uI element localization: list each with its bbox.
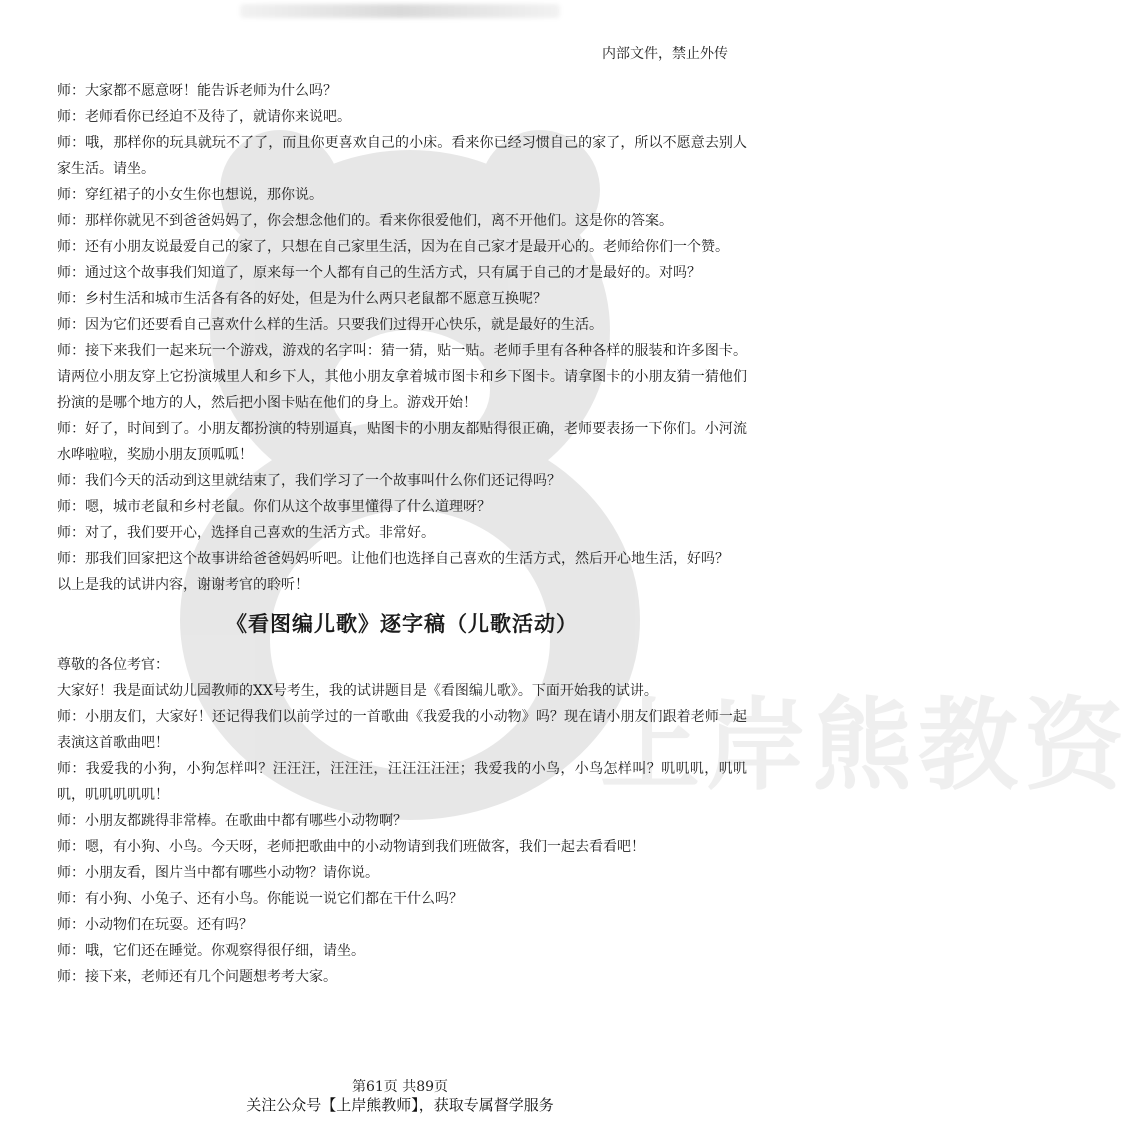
- paragraph: 师：接下来我们一起来玩一个游戏，游戏的名字叫：猜一猜，贴一贴。老师手里有各种各样的服装和许多图卡。请两位小朋友穿上它扮演城里人和乡下人，其他小朋友拿着城市图卡和乡下图卡。请拿图卡的小朋友猜一猜他们扮演的是哪个地方的人，然后把小图卡贴在他们的身上。游戏开始！: [57, 343, 747, 411]
- paragraph: 尊敬的各位考官：: [57, 657, 169, 673]
- brand-watermark: 上岸熊教资: [600, 686, 1130, 804]
- paragraph: 师：嗯，有小狗、小鸟。今天呀，老师把歌曲中的小动物请到我们班做客，我们一起去看看吧！: [57, 839, 645, 855]
- paragraph: 师：因为它们还要看自己喜欢什么样的生活。只要我们过得开心快乐，就是最好的生活。: [57, 317, 603, 333]
- section-title: 《看图编儿歌》逐字稿（儿歌活动）: [226, 611, 578, 636]
- paragraph: 师：还有小朋友说最爱自己的家了，只想在自己家里生活，因为在自己家才是最开心的。老师给你们一个赞。: [57, 239, 729, 255]
- paragraph: 师：我爱我的小狗，小狗怎样叫？汪汪汪，汪汪汪，汪汪汪汪汪；我爱我的小鸟，小鸟怎样叫？叽叽叽，叽叽叽，叽叽叽叽叽！: [57, 761, 747, 803]
- confidential-note: 内部文件，禁止外传: [602, 46, 728, 62]
- section-1: [57, 78, 747, 598]
- paragraph: 师：小朋友们，大家好！还记得我们以前学过的一首歌曲《我爱我的小动物》吗？现在请小朋友们跟着老师一起表演这首歌曲吧！: [57, 709, 747, 751]
- paragraph: 师：接下来，老师还有几个问题想考考大家。: [57, 969, 337, 985]
- paragraph: 以上是我的试讲内容，谢谢考官的聆听！: [57, 577, 309, 593]
- document-body: [57, 78, 747, 990]
- paragraph: 师：穿红裙子的小女生你也想说，那你说。: [57, 187, 323, 203]
- paragraph: 师：小动物们在玩耍。还有吗？: [57, 917, 253, 933]
- paragraph: 大家好！我是面试幼儿园教师的XX号考生，我的试讲题目是《看图编儿歌》。下面开始我的试讲。: [57, 683, 658, 699]
- paragraph: 师：老师看你已经迫不及待了，就请你来说吧。: [57, 109, 351, 125]
- paragraph: 师：小朋友都跳得非常棒。在歌曲中都有哪些小动物啊？: [57, 813, 407, 829]
- paragraph: 师：对了，我们要开心，选择自己喜欢的生活方式。非常好。: [57, 525, 435, 541]
- paragraph: 师：通过这个故事我们知道了，原来每一个人都有自己的生活方式，只有属于自己的才是最好的。对吗？: [57, 265, 701, 281]
- paragraph: 师：我们今天的活动到这里就结束了，我们学习了一个故事叫什么你们还记得吗？: [57, 473, 561, 489]
- paragraph: 师：嗯，城市老鼠和乡村老鼠。你们从这个故事里懂得了什么道理呀？: [57, 499, 491, 515]
- paragraph: 师：乡村生活和城市生活各有各的好处，但是为什么两只老鼠都不愿意互换呢？: [57, 291, 547, 307]
- paragraph: 师：有小狗、小兔子、还有小鸟。你能说一说它们都在干什么吗？: [57, 891, 463, 907]
- paragraph: 师：哦，那样你的玩具就玩不了了，而且你更喜欢自己的小床。看来你已经习惯自己的家了，所以不愿意去别人家生活。请坐。: [57, 135, 747, 177]
- paragraph: 师：好了，时间到了。小朋友都扮演的特别逼真，贴图卡的小朋友都贴得很正确，老师要表扬一下你们。小河流水哗啦啦，奖励小朋友顶呱呱！: [57, 421, 747, 463]
- page-number: 第61页 共89页: [351, 1079, 449, 1095]
- paragraph: 师：大家都不愿意呀！能告诉老师为什么吗？: [57, 83, 337, 99]
- paragraph: 师：哦，它们还在睡觉。你观察得很仔细，请坐。: [57, 943, 365, 959]
- paragraph: 师：那样你就见不到爸爸妈妈了，你会想念他们的。看来你很爱他们，离不开他们。这是你的答案。: [57, 213, 673, 229]
- paragraph: 师：那我们回家把这个故事讲给爸爸妈妈听吧。让他们也选择自己喜欢的生活方式，然后开心地生活，好吗？: [57, 551, 729, 567]
- section-2: [57, 652, 747, 990]
- footer-promo: 关注公众号【上岸熊教师】，获取专属督学服务: [246, 1096, 554, 1114]
- paragraph: 师：小朋友看，图片当中都有哪些小动物？请你说。: [57, 865, 379, 881]
- faded-header-mark: [240, 4, 560, 18]
